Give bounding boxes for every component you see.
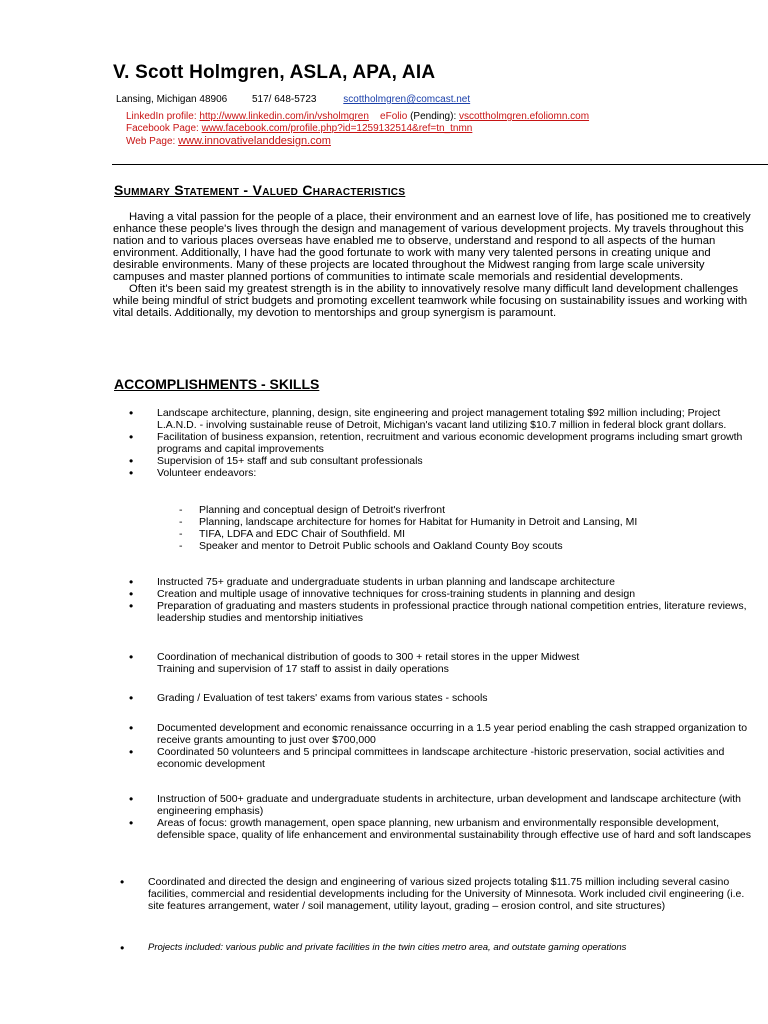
list-item: - Speaker and mentor to Detroit Public schools and Oakland County Boy scouts xyxy=(154,540,754,552)
efolio-label: eFolio xyxy=(380,111,408,122)
email-link[interactable]: scottholmgren@comcast.net xyxy=(343,94,471,105)
list-item: - Planning and conceptual design of Detroit's riverfront xyxy=(154,504,754,516)
summary-paragraph-2: Often it's been said my greatest strength is in the ability to innovatively resolve many difficult land development challenges while being mindful of strict budgets and promoting excellent teamwork while focusing on sustainability issues and working with vital details. Additionally, my devotion to mentorships and group synergism is paramount. xyxy=(113,283,748,319)
contact-line xyxy=(116,94,470,105)
list-item: • Coordinated and directed the design and engineering of various sized projects totaling $11.75 million including several casino facilities, commercial and residential developments including for the University of Minnesota. Work included civil engineering (i.e. site features arrangement, water / soil management, utility layout, grading – erosion control, and site structures) xyxy=(103,876,753,912)
summary-paragraph-1: Having a vital passion for the people of a place, their environment and an earnest love of life, has positioned me to creatively enhance these people's lives through the design and management of various development projects. My travels throughout this nation and to various places overseas have enabled me to observe, understand and respond to all aspects of the human environment. Additionally, I have had the good fortunate to work with many very talented persons in creating unique and desirable environments. Many of these projects are located throughout the Midwest ranging from large scale university campuses and master planned portions of communities to intimate scale memorials and residential developments. xyxy=(113,211,751,283)
list-item-line: Training and supervision of 17 staff to assist in daily operations xyxy=(157,663,449,675)
list-item: • Creation and multiple usage of innovative techniques for cross-training students in planning and design xyxy=(112,588,757,600)
linkedin-row xyxy=(126,111,589,123)
facebook-label: Facebook Page: xyxy=(126,123,199,134)
skills-list-5 xyxy=(112,722,757,770)
page-title: V. Scott Holmgren, ASLA, APA, AIA xyxy=(113,62,436,83)
list-item: • Landscape architecture, planning, design, site engineering and project management totaling $92 million including; Project L.A.N.D. - involving sustainable reuse of Detroit, Michigan's vacant land utilizing $10.7 million in federal block grant dollars. xyxy=(112,407,757,431)
list-item: • Facilitation of business expansion, retention, recruitment and various economic development programs including smart growth programs and capital improvements xyxy=(112,431,757,455)
skills-list-4 xyxy=(112,692,757,704)
list-item: • Areas of focus: growth management, open space planning, new urbanism and environmentally responsible development, defensible space, quality of life enhancement and environmental sustainability through effective use of hard and soft landscapes xyxy=(112,817,757,841)
skills-list-2 xyxy=(112,576,757,624)
web-label: Web Page: xyxy=(126,136,176,147)
skills-list-6 xyxy=(112,793,757,841)
list-item-line: Coordination of mechanical distribution of goods to 300 + retail stores in the upper Midwest xyxy=(157,651,580,663)
list-item: • Projects included: various public and private facilities in the twin cities metro area, and outstate gaming operations xyxy=(103,942,753,954)
list-item: • Instruction of 500+ graduate and undergraduate students in architecture, urban development and landscape architecture (with engineering emphasis) xyxy=(112,793,757,817)
web-link[interactable]: www.innovativelanddesign.com xyxy=(178,135,331,147)
skills-list-7 xyxy=(103,876,753,912)
phone-text: 517/ 648-5723 xyxy=(251,94,317,105)
facebook-link[interactable]: www.facebook.com/profile.php?id=1259132514&ref=tn_tnmn xyxy=(201,123,473,134)
list-item: • Volunteer endeavors: xyxy=(112,467,757,479)
location-text: Lansing, Michigan 48906 xyxy=(116,94,228,105)
efolio-status: (Pending): xyxy=(410,111,457,122)
list-item: - Planning, landscape architecture for homes for Habitat for Humanity in Detroit and Lansing, MI xyxy=(154,516,754,528)
header-divider xyxy=(112,164,768,165)
summary-heading: Summary Statement - Valued Characteristics xyxy=(114,182,406,198)
list-item: • Supervision of 15+ staff and sub consultant professionals xyxy=(112,455,757,467)
skills-list-8 xyxy=(103,942,753,954)
list-item: - TIFA, LDFA and EDC Chair of Southfield. MI xyxy=(154,528,754,540)
skills-list-1 xyxy=(112,407,757,479)
skills-list-3 xyxy=(112,651,757,675)
web-row xyxy=(126,135,589,148)
linkedin-link[interactable]: http://www.linkedin.com/in/vsholmgren xyxy=(199,111,369,122)
summary-text xyxy=(113,211,753,319)
list-item: • Documented development and economic renaissance occurring in a 1.5 year period enabling the cash strapped organization to receive grants amounting to just over $700,000 xyxy=(112,722,757,746)
efolio-link[interactable]: vscottholmgren.efoliomn.com xyxy=(459,111,590,122)
volunteer-list xyxy=(154,504,754,552)
profile-links xyxy=(126,111,589,148)
list-item: • Grading / Evaluation of test takers' exams from various states - schools xyxy=(112,692,757,704)
list-item: • Preparation of graduating and masters students in professional practice through national competition entries, literature reviews, leadership studies and mentorship initiatives xyxy=(112,600,757,624)
list-item: • Coordinated 50 volunteers and 5 principal committees in landscape architecture -historic preservation, social activities and economic development xyxy=(112,746,757,770)
linkedin-label: LinkedIn profile: xyxy=(126,111,197,122)
list-item: • Instructed 75+ graduate and undergraduate students in urban planning and landscape architecture xyxy=(112,576,757,588)
facebook-row xyxy=(126,123,589,135)
list-item xyxy=(112,651,757,675)
accomplishments-heading: ACCOMPLISHMENTS - SKILLS xyxy=(114,376,320,392)
